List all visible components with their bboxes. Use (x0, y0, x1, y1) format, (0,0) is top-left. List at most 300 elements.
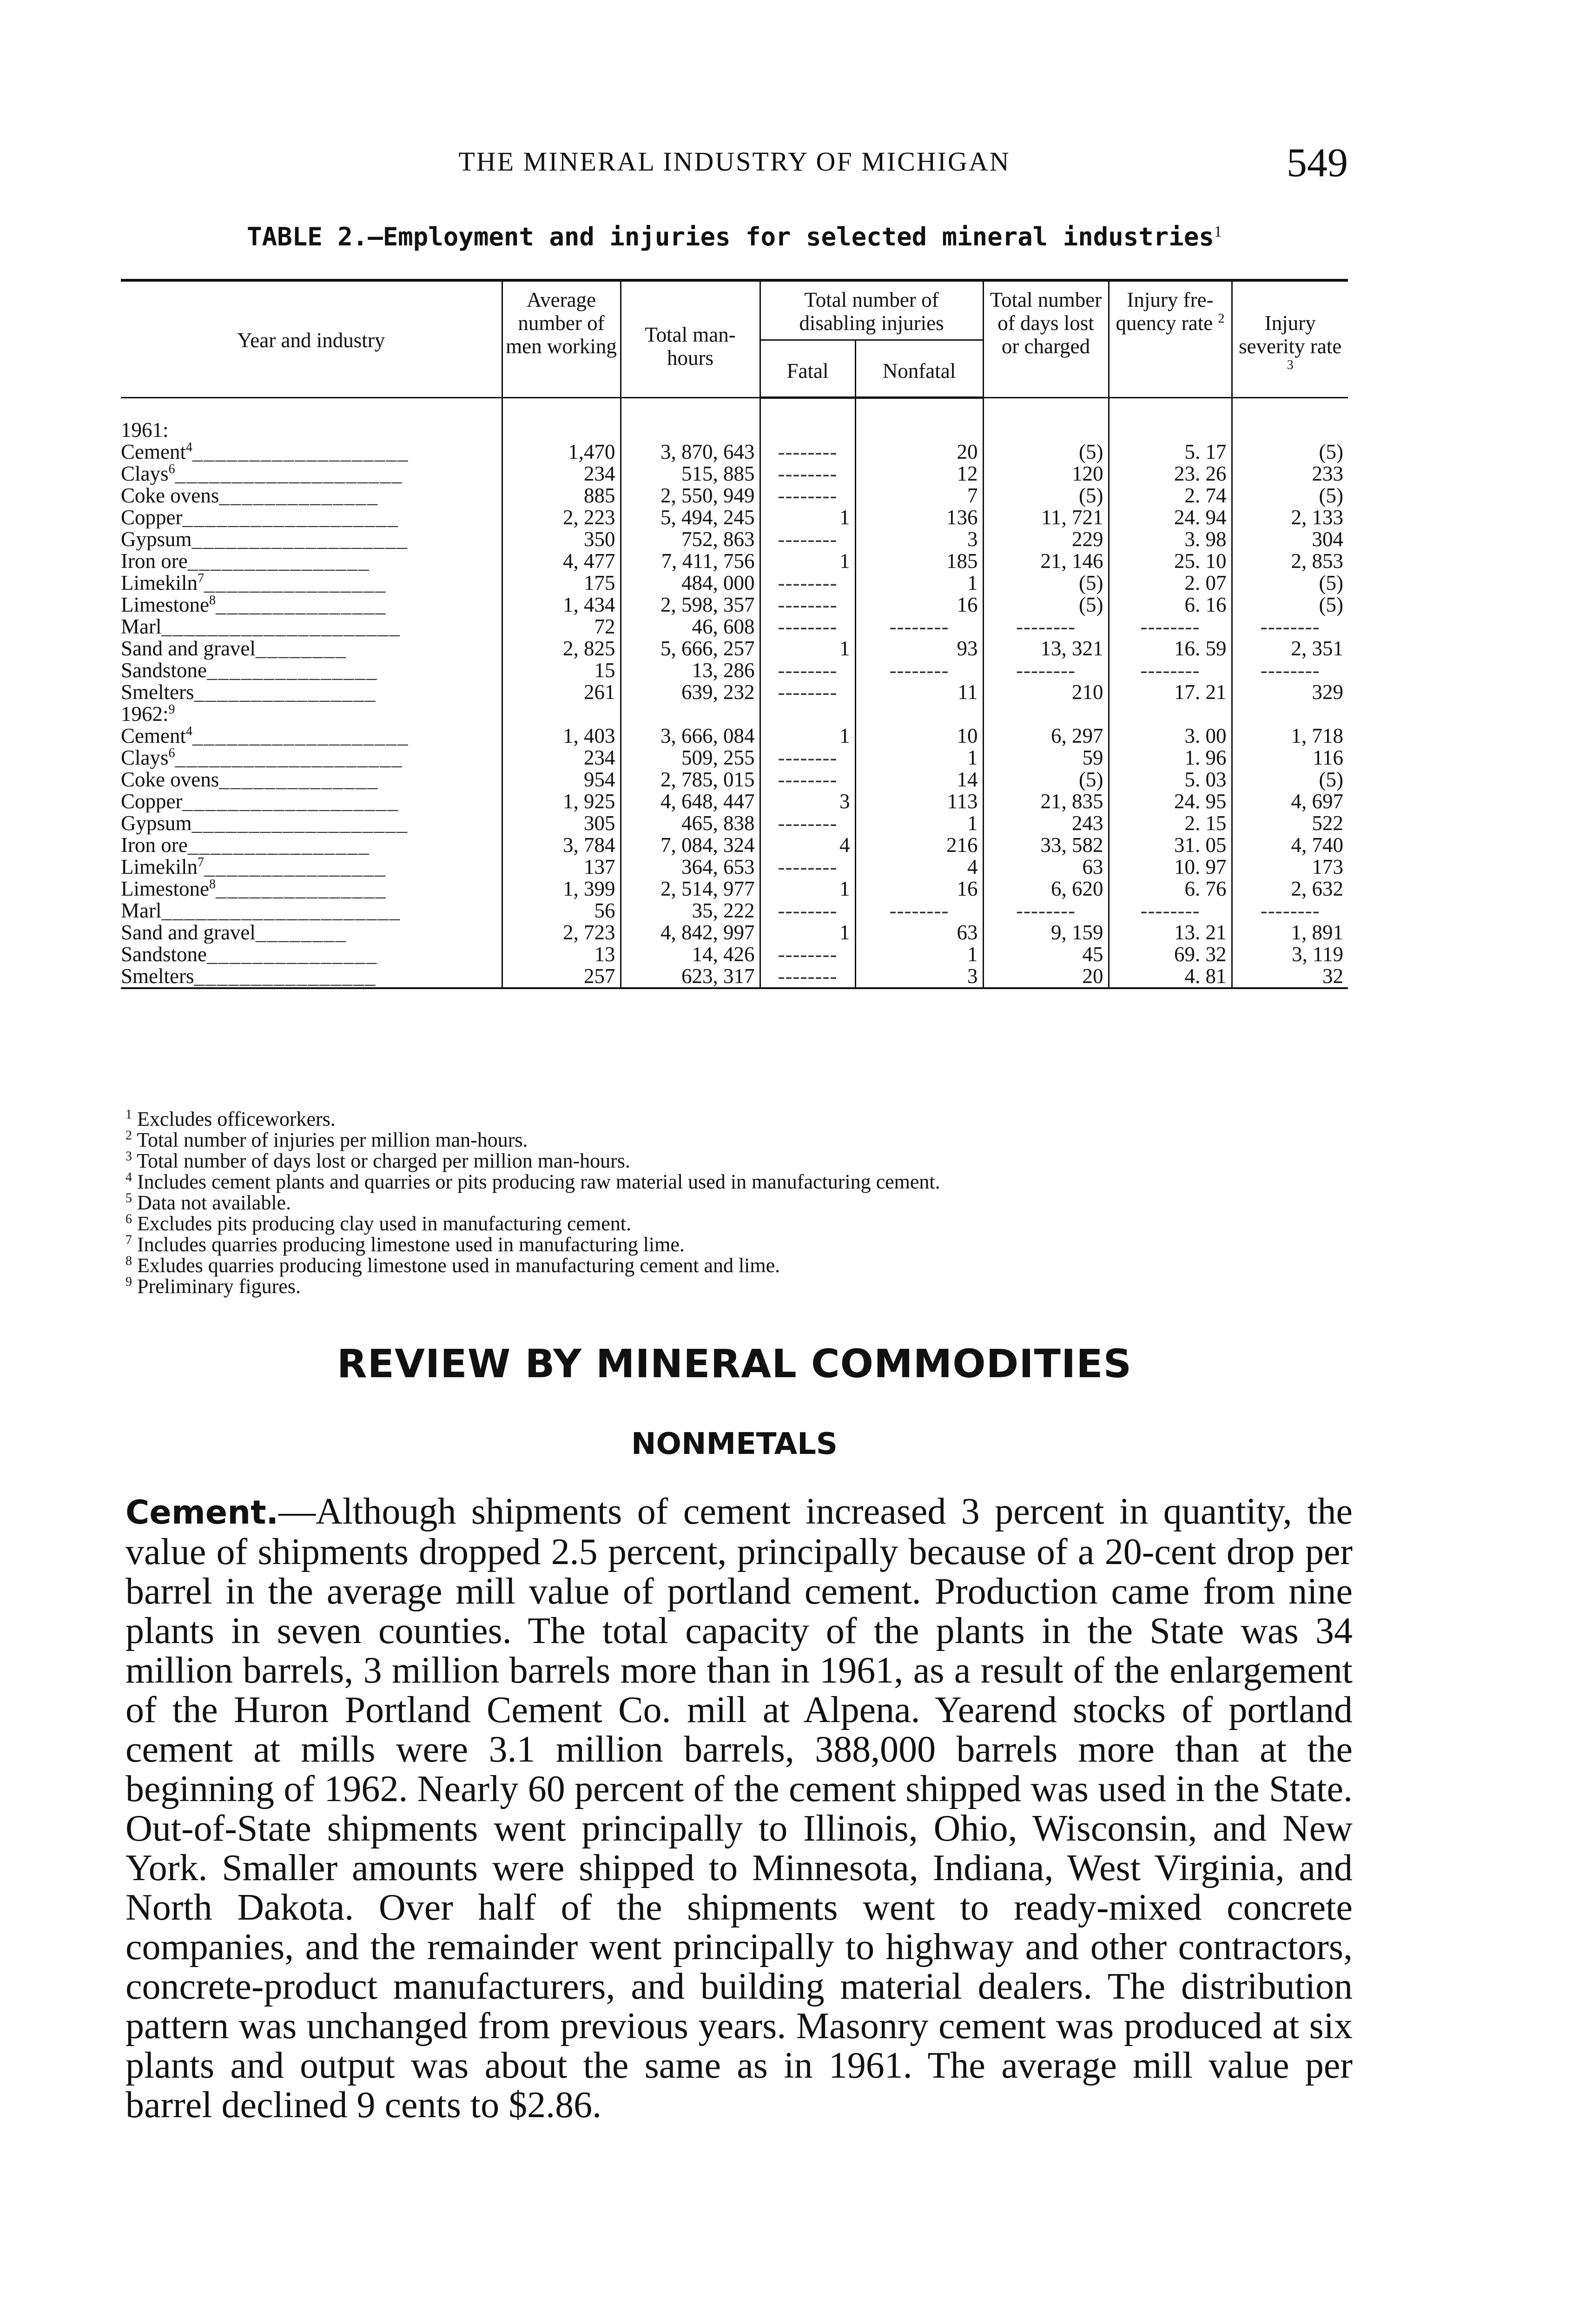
industry-label: Sand and gravel (121, 922, 256, 944)
sev-cell: 233 (1232, 463, 1348, 485)
year-footnote-ref: 9 (168, 703, 175, 717)
men-cell: 885 (502, 485, 621, 507)
nonfatal-cell: 4 (855, 856, 983, 878)
footnote (125, 1171, 1353, 1192)
hours-cell: 465, 838 (621, 812, 760, 834)
industry-cell (121, 769, 502, 791)
footnote-text: Excludes pits producing clay used in manufacturing cement. (137, 1212, 632, 1235)
men-cell: 261 (502, 681, 621, 703)
industry-cell (121, 507, 502, 528)
industry-cell (121, 528, 502, 550)
freq-cell: 17. 21 (1109, 681, 1232, 703)
industry-label: Clays (121, 463, 169, 485)
col-header-freq-rate (1109, 280, 1232, 398)
table-row (121, 965, 1348, 988)
industry-cell (121, 878, 502, 900)
freq-cell: 2. 74 (1109, 485, 1232, 507)
table-footnotes (125, 1109, 1353, 1297)
table-body (121, 398, 1348, 989)
fatal-cell: -------- (760, 681, 855, 703)
footnote-number: 4 (125, 1170, 132, 1185)
days-cell: 45 (983, 944, 1109, 965)
table-row (121, 922, 1348, 944)
year-label (121, 419, 502, 441)
dot-leader: ______________ (219, 769, 379, 791)
dot-leader: ________ (255, 922, 347, 944)
men-cell: 234 (502, 463, 621, 485)
dot-leader: ________________ (194, 965, 376, 988)
hours-cell: 5, 494, 245 (621, 507, 760, 528)
days-cell: 59 (983, 747, 1109, 769)
men-cell: 1, 399 (502, 878, 621, 900)
days-cell: 6, 620 (983, 878, 1109, 900)
nonfatal-cell: 20 (855, 441, 983, 463)
table-title-footnote-ref: 1 (1214, 223, 1222, 240)
nonfatal-cell: 1 (855, 812, 983, 834)
days-cell: -------- (983, 900, 1109, 922)
freq-rate-label: Injury fre- quency rate (1116, 288, 1214, 335)
nonfatal-cell: 16 (855, 878, 983, 900)
dot-leader: ___________________ (182, 507, 399, 528)
industry-cell (121, 572, 502, 594)
industry-label: Coke ovens (121, 769, 219, 791)
fatal-cell: -------- (760, 463, 855, 485)
industry-cell (121, 791, 502, 812)
fatal-cell: -------- (760, 528, 855, 550)
col-header-nonfatal: Nonfatal (855, 340, 983, 398)
fatal-cell: -------- (760, 769, 855, 791)
paragraph-body: —Although shipments of cement increased 3 percent in quantity, the value of shipments dropped 2.5 percent, principally because of a 20-cent drop per barrel in the average mill value of portland cement. Production came from nine plants in seven counties. The total capacity of the plants in the State was 34 million barrels, 3 million barrels more than in 1961, as a result of the enlargement of the Huron Portland Cement Co. mill at Alpena. Yearend stocks of portland cement at mills were 3.1 million barrels, 388,000 barrels more than at the beginning of 1962. Nearly 60 percent of the cement shipped was used in the State. Out-of-State shipments went principally to Illinois, Ohio, Wisconsin, and New York. Smaller amounts were shipped to Minnesota, Indiana, West Virginia, and North Dakota. Over half of the shipments went to ready-mixed concrete companies, and the remainder went principally to highway and other contractors, concrete-product manufacturers, and building material dealers. The distribution pattern was unchanged from previous years. Masonry cement was produced at six plants and output was about the same as in 1961. The average mill value per barrel declined 9 cents to $2.86. (125, 1491, 1353, 2126)
freq-cell: 6. 76 (1109, 878, 1232, 900)
table-row (121, 681, 1348, 703)
empty-cell (1232, 419, 1348, 441)
hours-cell: 7, 084, 324 (621, 834, 760, 856)
empty-cell (621, 419, 760, 441)
footnote-number: 3 (125, 1149, 132, 1164)
nonfatal-cell: 10 (855, 725, 983, 747)
nonfatal-cell: 113 (855, 791, 983, 812)
industry-label: Coke ovens (121, 485, 219, 507)
hours-cell: 14, 426 (621, 944, 760, 965)
dot-leader: ________________ (194, 681, 376, 703)
men-cell: 350 (502, 528, 621, 550)
hours-cell: 4, 648, 447 (621, 791, 760, 812)
industry-cell (121, 463, 502, 485)
table-row (121, 550, 1348, 572)
days-cell: 13, 321 (983, 638, 1109, 660)
dot-leader: ___________________ (192, 441, 409, 463)
dot-leader: _______________ (215, 594, 387, 616)
footnote-text: Data not available. (137, 1191, 291, 1214)
freq-cell: 5. 17 (1109, 441, 1232, 463)
dot-leader: ___________________ (192, 528, 409, 550)
table-header (121, 280, 1348, 398)
col-header-sev-rate (1232, 280, 1348, 398)
table-title-text: TABLE 2.—Employment and injuries for selected mineral industries (247, 222, 1214, 251)
footnote-text: Total number of days lost or charged per million man-hours. (137, 1149, 630, 1172)
hours-cell: 13, 286 (621, 660, 760, 681)
nonfatal-cell: 136 (855, 507, 983, 528)
days-cell: 210 (983, 681, 1109, 703)
nonfatal-cell: 7 (855, 485, 983, 507)
sev-rate-label: Injury severity rate (1239, 311, 1342, 358)
sev-cell: (5) (1232, 572, 1348, 594)
sev-cell: 116 (1232, 747, 1348, 769)
men-cell: 56 (502, 900, 621, 922)
dot-leader: _______________ (215, 878, 387, 900)
nonfatal-cell: 1 (855, 944, 983, 965)
days-cell: (5) (983, 769, 1109, 791)
hours-cell: 515, 885 (621, 463, 760, 485)
freq-cell: 23. 26 (1109, 463, 1232, 485)
table-row (121, 834, 1348, 856)
sev-cell: 2, 351 (1232, 638, 1348, 660)
dot-leader: _______________ (207, 660, 378, 681)
sev-cell: (5) (1232, 485, 1348, 507)
hours-cell: 509, 255 (621, 747, 760, 769)
table-row (121, 747, 1348, 769)
footnote (125, 1109, 1353, 1129)
freq-cell: 25. 10 (1109, 550, 1232, 572)
industry-cell (121, 900, 502, 922)
col-header-man-hours: Total man-hours (621, 280, 760, 398)
col-header-days-lost: Total number of days lost or charged (983, 280, 1109, 398)
nonfatal-cell: 93 (855, 638, 983, 660)
fatal-cell: -------- (760, 900, 855, 922)
section-heading: REVIEW BY MINERAL COMMODITIES (337, 1341, 1132, 1386)
table-row (121, 616, 1348, 638)
table-row (121, 878, 1348, 900)
men-cell: 257 (502, 965, 621, 988)
dot-leader: ___________________ (182, 791, 399, 812)
footnote-text: Exludes quarries producing limestone used in manufacturing cement and lime. (137, 1254, 780, 1277)
hours-cell: 484, 000 (621, 572, 760, 594)
freq-cell: 69. 32 (1109, 944, 1232, 965)
freq-cell: 10. 97 (1109, 856, 1232, 878)
industry-footnote-ref: 7 (197, 572, 204, 586)
industry-footnote-ref: 4 (185, 725, 192, 739)
industry-label: Limekiln (121, 856, 198, 878)
days-cell: (5) (983, 594, 1109, 616)
industry-label: Copper (121, 791, 183, 812)
sev-cell: 2, 632 (1232, 878, 1348, 900)
dot-leader: ____________________ (175, 747, 403, 769)
industry-cell (121, 944, 502, 965)
spacer-row (121, 398, 1348, 420)
footnote-number: 1 (125, 1107, 132, 1122)
days-cell: 120 (983, 463, 1109, 485)
hours-cell: 639, 232 (621, 681, 760, 703)
freq-cell: 24. 95 (1109, 791, 1232, 812)
men-cell: 3, 784 (502, 834, 621, 856)
industry-label: Clays (121, 747, 169, 769)
fatal-cell: 1 (760, 550, 855, 572)
freq-cell: 6. 16 (1109, 594, 1232, 616)
industry-label: Limestone (121, 594, 209, 616)
fatal-cell: -------- (760, 944, 855, 965)
hours-cell: 46, 608 (621, 616, 760, 638)
hours-cell: 3, 870, 643 (621, 441, 760, 463)
footnote-text: Total number of injuries per million man-hours. (137, 1129, 528, 1151)
days-cell: 6, 297 (983, 725, 1109, 747)
industry-cell (121, 660, 502, 681)
nonfatal-cell: 3 (855, 528, 983, 550)
hours-cell: 364, 653 (621, 856, 760, 878)
days-cell: 243 (983, 812, 1109, 834)
footnote-text: Includes quarries producing limestone used in manufacturing lime. (137, 1233, 685, 1256)
footnote-text: Preliminary figures. (137, 1275, 301, 1298)
table-row (121, 900, 1348, 922)
hours-cell: 7, 411, 756 (621, 550, 760, 572)
freq-cell: -------- (1109, 900, 1232, 922)
hours-cell: 2, 785, 015 (621, 769, 760, 791)
industry-label: Gypsum (121, 812, 192, 834)
dot-leader: ___________________ (192, 725, 409, 747)
freq-cell: -------- (1109, 660, 1232, 681)
industry-cell (121, 747, 502, 769)
sev-cell: 1, 718 (1232, 725, 1348, 747)
running-title: THE MINERAL INDUSTRY OF MICHIGAN (458, 146, 1010, 177)
section-subheading: NONMETALS (631, 1427, 838, 1461)
freq-cell: 24. 94 (1109, 507, 1232, 528)
dot-leader: ________________ (187, 550, 370, 572)
men-cell: 175 (502, 572, 621, 594)
days-cell: 63 (983, 856, 1109, 878)
empty-cell (502, 419, 621, 441)
days-cell: (5) (983, 485, 1109, 507)
table-row (121, 791, 1348, 812)
col-header-injuries-group: Total number of disabling injuries (760, 280, 983, 340)
col-header-fatal: Fatal (760, 340, 855, 398)
sev-cell: (5) (1232, 594, 1348, 616)
fatal-cell: 3 (760, 791, 855, 812)
industry-cell (121, 834, 502, 856)
sev-cell: 2, 133 (1232, 507, 1348, 528)
footnote (125, 1150, 1353, 1171)
footnote-text: Includes cement plants and quarries or pits producing raw material used in manufacturing cement. (137, 1170, 940, 1193)
men-cell: 2, 223 (502, 507, 621, 528)
empty-cell (621, 703, 760, 725)
industry-footnote-ref: 8 (209, 878, 216, 891)
table-row (121, 856, 1348, 878)
footnote-number: 2 (125, 1128, 132, 1143)
industry-footnote-ref: 6 (168, 463, 175, 476)
freq-cell: 2. 15 (1109, 812, 1232, 834)
dot-leader: ______________ (219, 485, 379, 507)
footnote-number: 8 (125, 1254, 132, 1268)
body-paragraph (125, 1492, 1353, 2125)
footnote (125, 1255, 1353, 1276)
men-cell: 1, 434 (502, 594, 621, 616)
days-cell: 9, 159 (983, 922, 1109, 944)
fatal-cell: -------- (760, 856, 855, 878)
fatal-cell: 1 (760, 878, 855, 900)
men-cell: 305 (502, 812, 621, 834)
days-cell: -------- (983, 660, 1109, 681)
nonfatal-cell: -------- (855, 616, 983, 638)
dot-leader: ________________ (187, 834, 370, 856)
sev-cell: (5) (1232, 441, 1348, 463)
freq-cell: 1. 96 (1109, 747, 1232, 769)
industry-cell (121, 550, 502, 572)
hours-cell: 4, 842, 997 (621, 922, 760, 944)
days-cell: 21, 146 (983, 550, 1109, 572)
industry-label: Iron ore (121, 834, 188, 856)
industry-label: Gypsum (121, 528, 192, 550)
nonfatal-cell: 11 (855, 681, 983, 703)
dot-leader: ________________ (204, 856, 386, 878)
sev-cell: -------- (1232, 900, 1348, 922)
men-cell: 13 (502, 944, 621, 965)
empty-cell (1109, 703, 1232, 725)
days-cell: 11, 721 (983, 507, 1109, 528)
empty-cell (502, 703, 621, 725)
fatal-cell: 4 (760, 834, 855, 856)
freq-cell: -------- (1109, 616, 1232, 638)
footnote (125, 1234, 1353, 1255)
industry-footnote-ref: 7 (197, 856, 204, 870)
table-row (121, 485, 1348, 507)
industry-label: Cement (121, 725, 186, 747)
sev-cell: 173 (1232, 856, 1348, 878)
industry-cell (121, 725, 502, 747)
table-row (121, 441, 1348, 463)
table-row (121, 594, 1348, 616)
footnote-text: Excludes officeworkers. (137, 1108, 336, 1130)
hours-cell: 2, 598, 357 (621, 594, 760, 616)
industry-cell (121, 812, 502, 834)
freq-cell: 16. 59 (1109, 638, 1232, 660)
industry-cell (121, 485, 502, 507)
nonfatal-cell: 16 (855, 594, 983, 616)
men-cell: 2, 825 (502, 638, 621, 660)
year-label (121, 703, 502, 725)
men-cell: 1,470 (502, 441, 621, 463)
industry-footnote-ref: 4 (185, 441, 192, 455)
days-cell: 229 (983, 528, 1109, 550)
freq-cell: 3. 98 (1109, 528, 1232, 550)
nonfatal-cell: 63 (855, 922, 983, 944)
year-text: 1961: (121, 419, 169, 441)
page-number: 549 (1287, 140, 1348, 185)
fatal-cell: 1 (760, 922, 855, 944)
freq-cell: 4. 81 (1109, 965, 1232, 988)
days-cell: (5) (983, 441, 1109, 463)
table-row (121, 638, 1348, 660)
industry-label: Iron ore (121, 550, 188, 572)
fatal-cell: 1 (760, 725, 855, 747)
industry-label: Limestone (121, 878, 209, 900)
fatal-cell: 1 (760, 638, 855, 660)
fatal-cell: -------- (760, 485, 855, 507)
industry-cell (121, 638, 502, 660)
men-cell: 2, 723 (502, 922, 621, 944)
year-text: 1962: (121, 703, 169, 725)
footnote-number: 5 (125, 1191, 132, 1206)
col-header-avg-men: Average number of men working (502, 280, 621, 398)
data-table (121, 279, 1348, 989)
freq-rate-footnote-ref: 2 (1218, 311, 1225, 326)
nonfatal-cell: 1 (855, 572, 983, 594)
footnote-number: 6 (125, 1212, 132, 1227)
freq-cell: 13. 21 (1109, 922, 1232, 944)
nonfatal-cell: 12 (855, 463, 983, 485)
industry-label: Limekiln (121, 572, 198, 594)
empty-cell (1109, 419, 1232, 441)
empty-cell (983, 419, 1109, 441)
days-cell: (5) (983, 572, 1109, 594)
industry-cell (121, 441, 502, 463)
nonfatal-cell: 216 (855, 834, 983, 856)
hours-cell: 5, 666, 257 (621, 638, 760, 660)
men-cell: 234 (502, 747, 621, 769)
industry-label: Sandstone (121, 660, 207, 681)
fatal-cell: -------- (760, 812, 855, 834)
industry-cell (121, 681, 502, 703)
industry-label: Copper (121, 507, 183, 528)
industry-label: Smelters (121, 681, 194, 703)
table-row (121, 528, 1348, 550)
footnote-number: 9 (125, 1274, 132, 1289)
footnote (125, 1192, 1353, 1213)
table-row (121, 507, 1348, 528)
footnote (125, 1129, 1353, 1150)
sev-cell: 4, 697 (1232, 791, 1348, 812)
sev-cell: (5) (1232, 769, 1348, 791)
sev-cell: -------- (1232, 616, 1348, 638)
sev-cell: 4, 740 (1232, 834, 1348, 856)
dot-leader: ________ (255, 638, 347, 660)
table-title (121, 222, 1348, 251)
men-cell: 1, 925 (502, 791, 621, 812)
hours-cell: 35, 222 (621, 900, 760, 922)
nonfatal-cell: 1 (855, 747, 983, 769)
dot-leader: _______________ (207, 944, 378, 965)
hours-cell: 2, 514, 977 (621, 878, 760, 900)
year-row (121, 703, 1348, 725)
dot-leader: ___________________ (192, 812, 409, 834)
men-cell: 137 (502, 856, 621, 878)
freq-cell: 31. 05 (1109, 834, 1232, 856)
table-row (121, 725, 1348, 747)
table-row (121, 572, 1348, 594)
industry-cell (121, 594, 502, 616)
sev-rate-footnote-ref: 3 (1287, 358, 1294, 372)
fatal-cell: -------- (760, 572, 855, 594)
year-row (121, 419, 1348, 441)
days-cell: 33, 582 (983, 834, 1109, 856)
fatal-cell: -------- (760, 660, 855, 681)
men-cell: 954 (502, 769, 621, 791)
fatal-cell: -------- (760, 616, 855, 638)
nonfatal-cell: 185 (855, 550, 983, 572)
empty-cell (760, 703, 855, 725)
empty-cell (760, 419, 855, 441)
empty-cell (983, 703, 1109, 725)
dot-leader: ________________ (204, 572, 386, 594)
industry-cell (121, 922, 502, 944)
table-row (121, 944, 1348, 965)
men-cell: 72 (502, 616, 621, 638)
men-cell: 4, 477 (502, 550, 621, 572)
industry-cell (121, 616, 502, 638)
empty-cell (855, 703, 983, 725)
hours-cell: 752, 863 (621, 528, 760, 550)
industry-label: Cement (121, 441, 186, 463)
table-row (121, 463, 1348, 485)
freq-cell: 2. 07 (1109, 572, 1232, 594)
freq-cell: 5. 03 (1109, 769, 1232, 791)
